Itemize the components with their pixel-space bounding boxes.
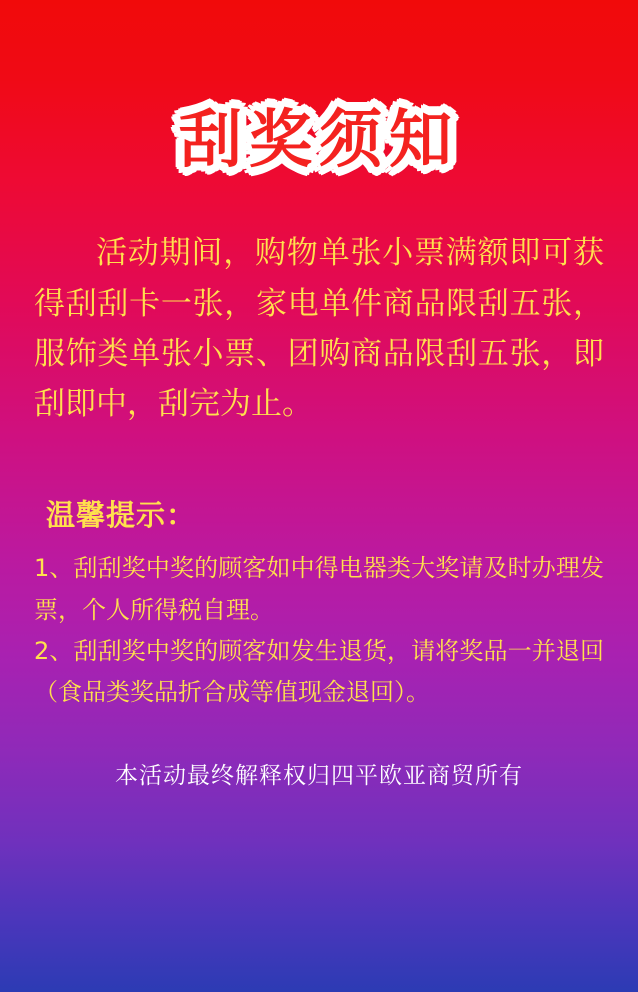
promo-body-text: 活动期间，购物单张小票满额即可获得刮刮卡一张，家电单件商品限刮五张，服饰类单张小票、团购商品限刮五张，即刮即中，刮完为止。 xyxy=(34,235,604,423)
tips-heading: 温馨提示： xyxy=(46,498,197,533)
list-item: 1、刮刮奖中奖的顾客如中得电器类大奖请及时办理发票，个人所得税自理。 xyxy=(34,554,604,624)
title-container xyxy=(0,0,638,176)
page-title: 刮奖须知 xyxy=(179,103,459,176)
list-item: 2、刮刮奖中奖的顾客如发生退货，请将奖品一并退回（食品类奖品折合成等值现金退回）。 xyxy=(34,636,604,707)
disclaimer-text: 本活动最终解释权归四平欧亚商贸所有 xyxy=(115,763,523,790)
tips-list xyxy=(34,548,604,713)
